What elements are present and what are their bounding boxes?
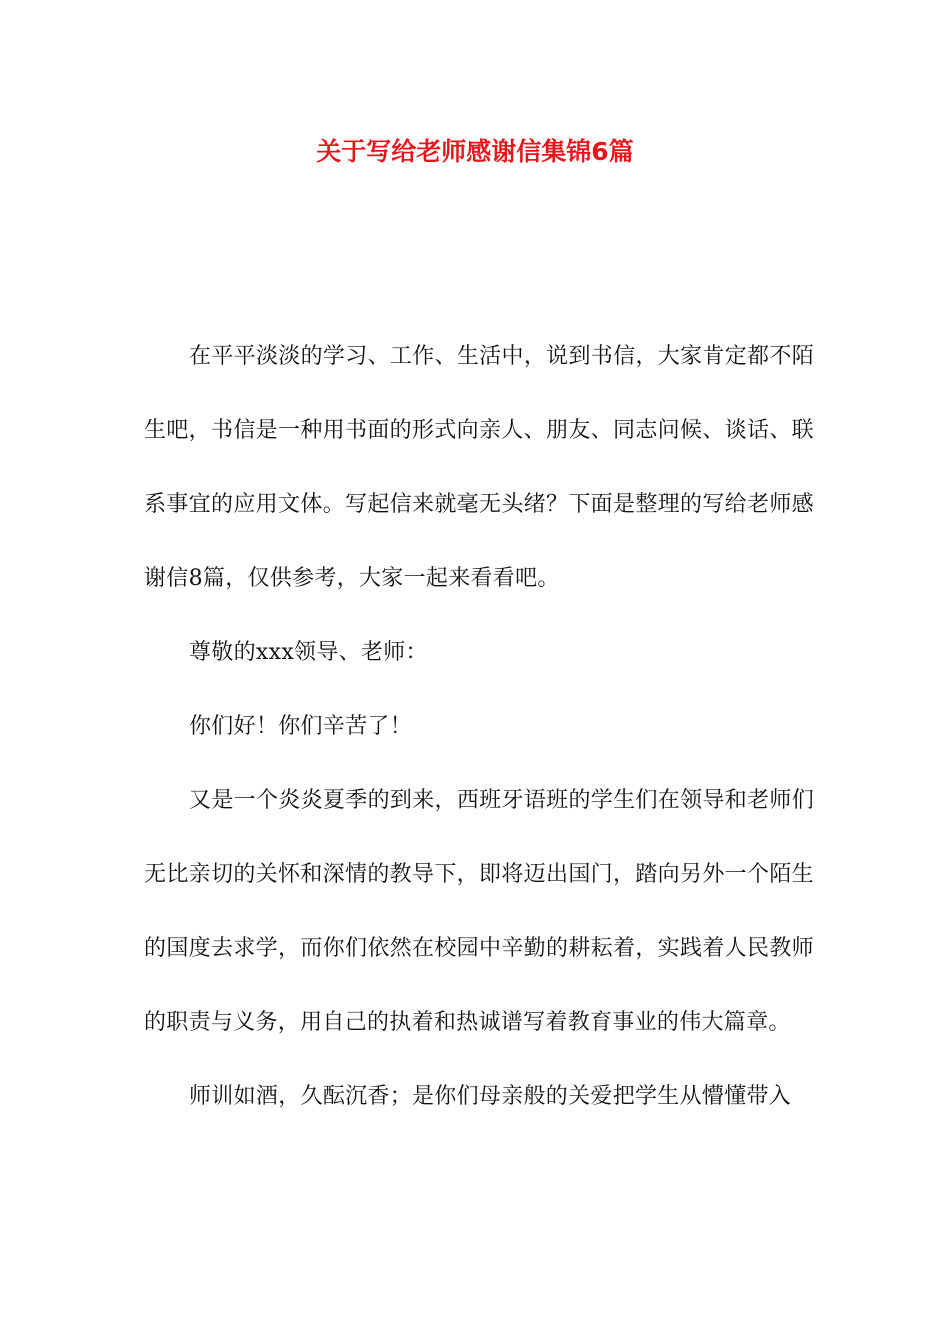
paragraph-body-1: 又是一个炎炎夏季的到来，西班牙语班的学生们在领导和老师们无比亲切的关怀和深情的教导下，即将迈出国门，踏向另外一个陌生的国度去求学，而你们依然在校园中辛勤的耕耘着，实践着人民教师的职责与义务，用自己的执着和热诚谱写着教育事业的伟大篇章。 — [144, 788, 814, 1035]
paragraph-body-2: 师训如酒，久酝沉香；是你们母亲般的关爱把学生从懵懂带入 — [189, 1084, 792, 1109]
paragraph-intro: 在平平淡淡的学习、工作、生活中，说到书信，大家肯定都不陌生吧，书信是一种用书面的形式向亲人、朋友、同志问候、谈话、联系事宜的应用文体。写起信来就毫无头绪？下面是整理的写给老师感谢信8篇，仅供参考，大家一起来看看吧。 — [144, 344, 814, 591]
paragraph-salutation: 尊敬的xxx领导、老师： — [189, 640, 428, 665]
document-title: 关于写给老师感谢信集锦6篇 — [316, 137, 634, 166]
document-body — [144, 320, 814, 1134]
paragraph-greeting: 你们好！你们辛苦了！ — [189, 714, 413, 739]
